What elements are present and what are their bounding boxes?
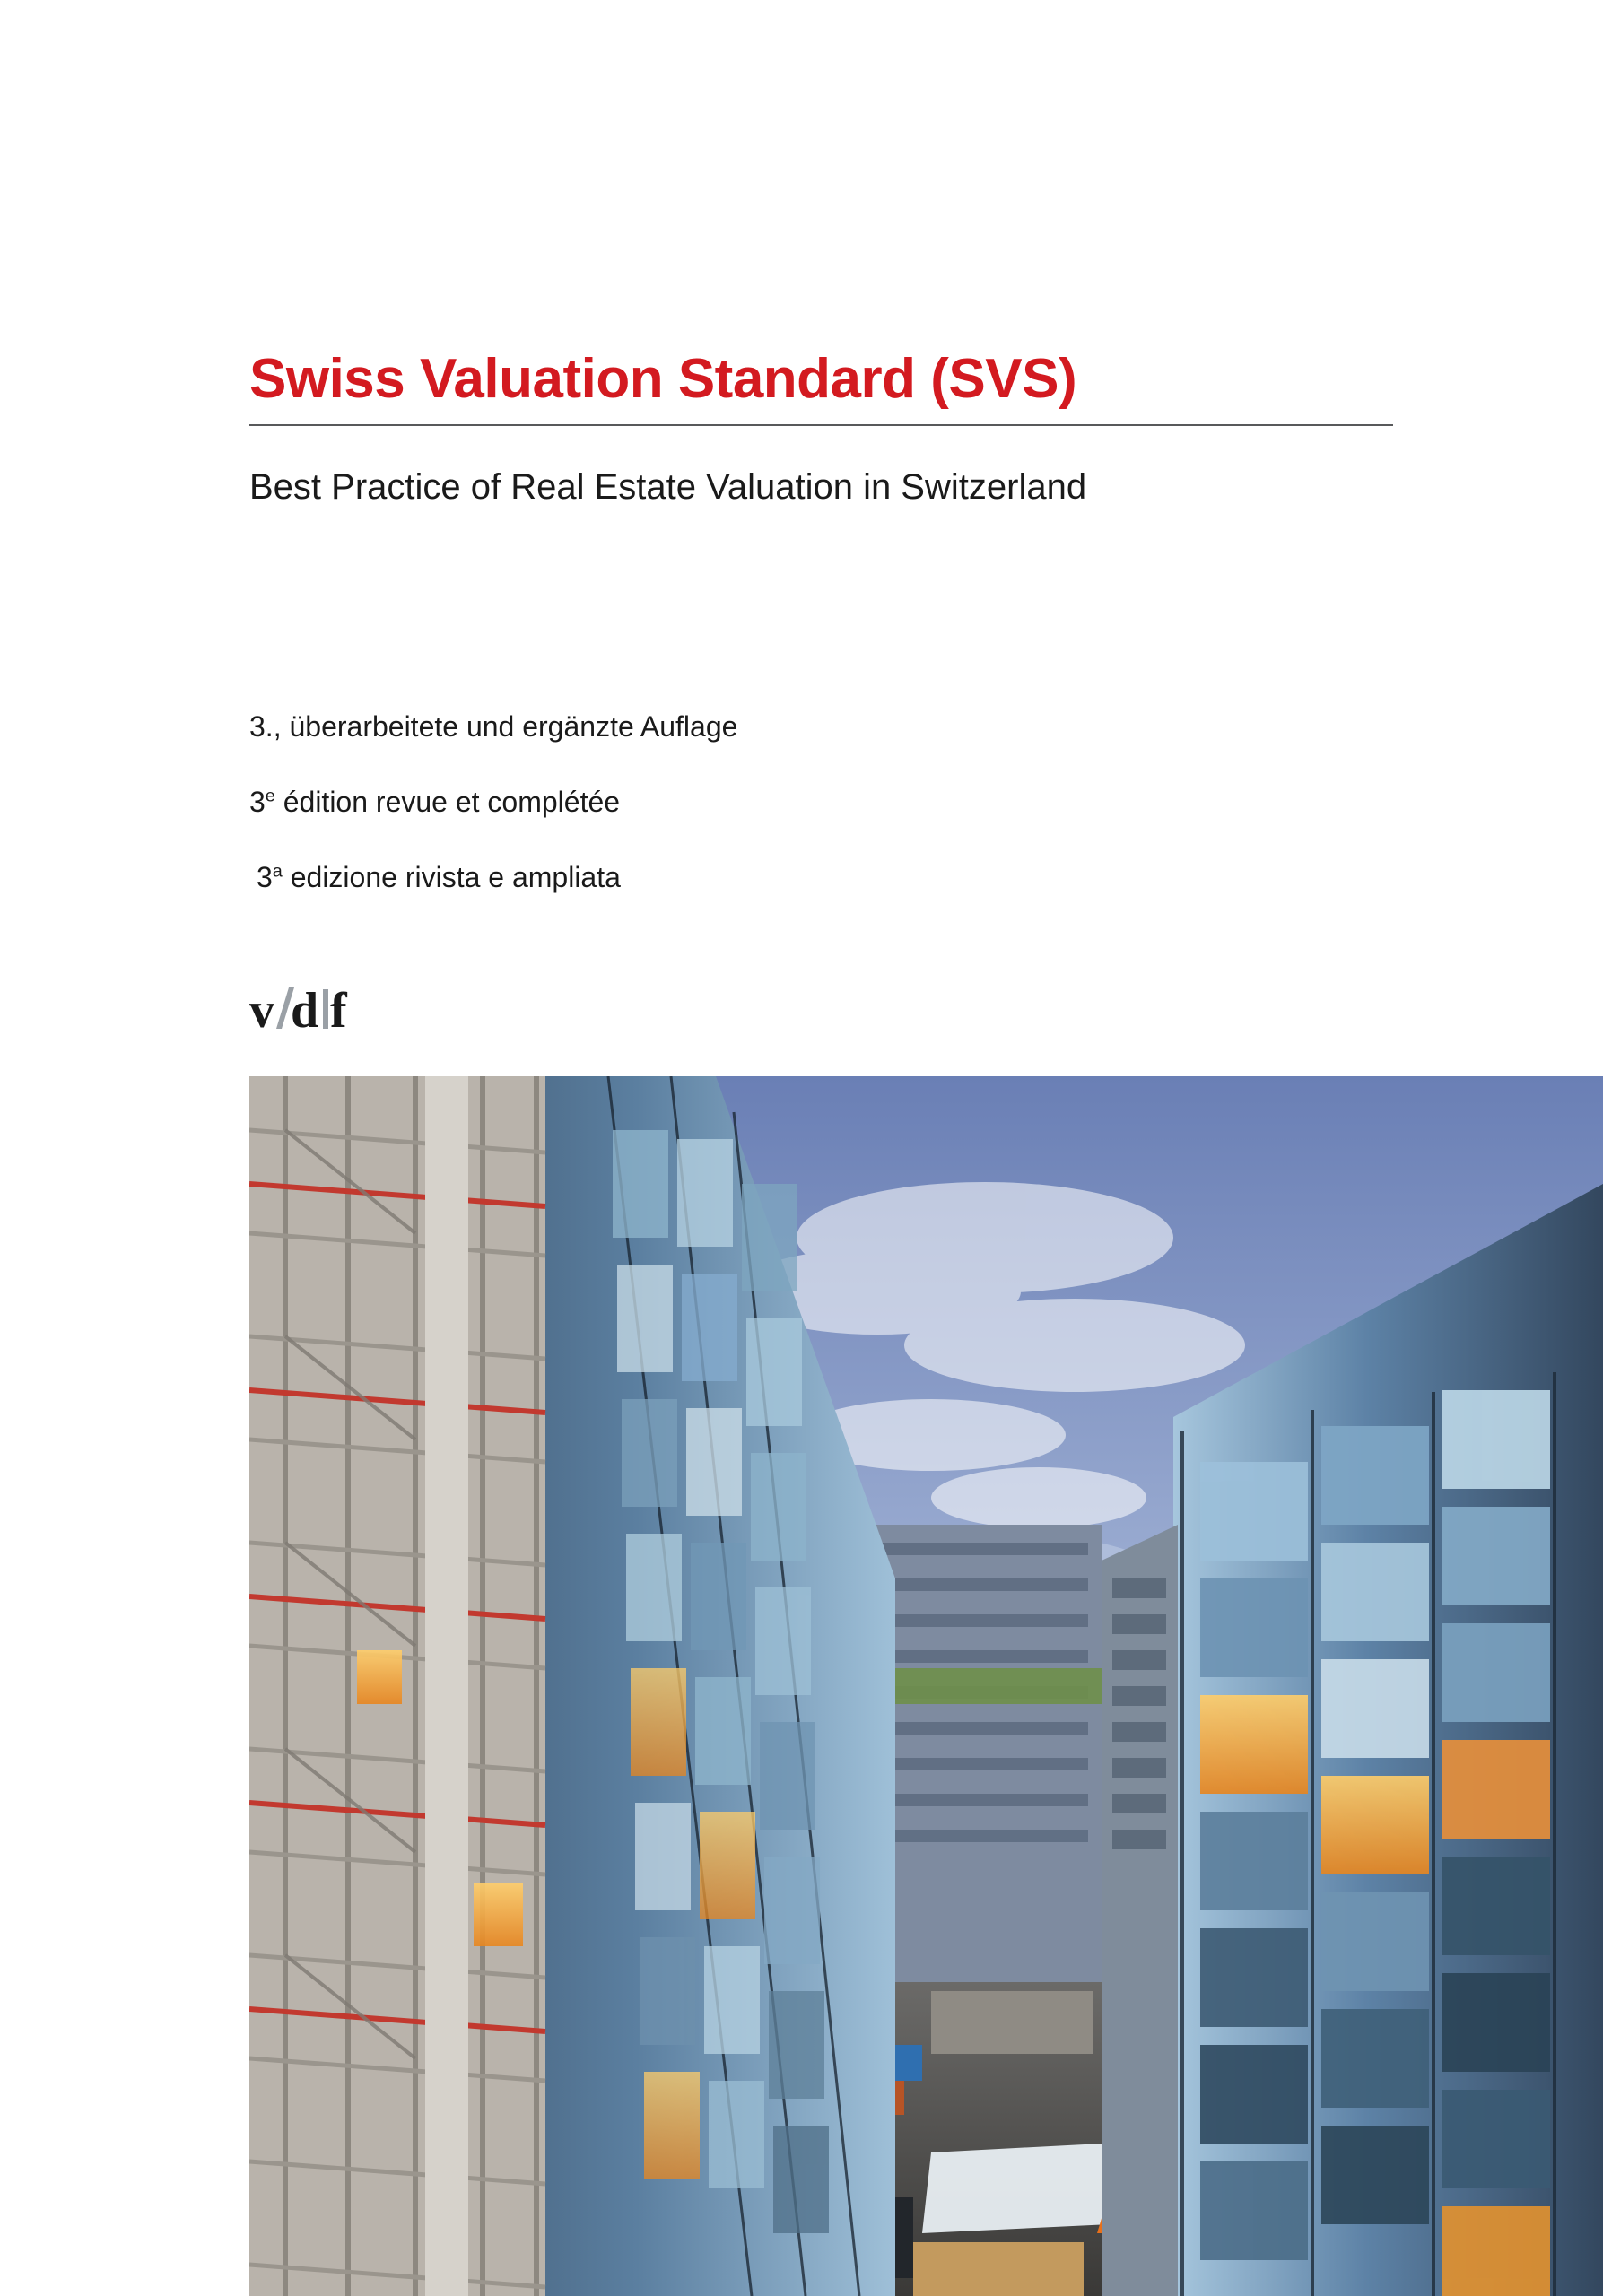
page-subtitle: Best Practice of Real Estate Valuation in Switzerland bbox=[249, 467, 1087, 508]
edition-line-de bbox=[249, 709, 1236, 744]
edition-fr-text: édition revue et complétée bbox=[274, 786, 621, 818]
edition-it-text: edizione rivista e ampliata bbox=[282, 861, 621, 893]
svg-text:v: v bbox=[249, 983, 274, 1038]
page-title: Swiss Valuation Standard (SVS) bbox=[249, 348, 1077, 410]
title-block bbox=[249, 350, 1393, 509]
edition-line-fr bbox=[249, 784, 1236, 820]
svg-text:d: d bbox=[291, 983, 319, 1038]
edition-fr-number: 3 bbox=[249, 786, 266, 818]
edition-de-text: 3., überarbeitete und ergänzte Auflage bbox=[249, 710, 738, 743]
edition-line-it bbox=[257, 859, 1236, 895]
edition-it-number: 3 bbox=[257, 861, 273, 893]
edition-list bbox=[249, 709, 1236, 935]
cover-photo bbox=[249, 1076, 1603, 2296]
title-divider bbox=[249, 424, 1393, 426]
edition-fr-ordinal: e bbox=[265, 786, 275, 806]
publisher-logo bbox=[249, 982, 411, 1038]
edition-it-ordinal: a bbox=[272, 861, 283, 882]
svg-text:f: f bbox=[330, 983, 347, 1038]
